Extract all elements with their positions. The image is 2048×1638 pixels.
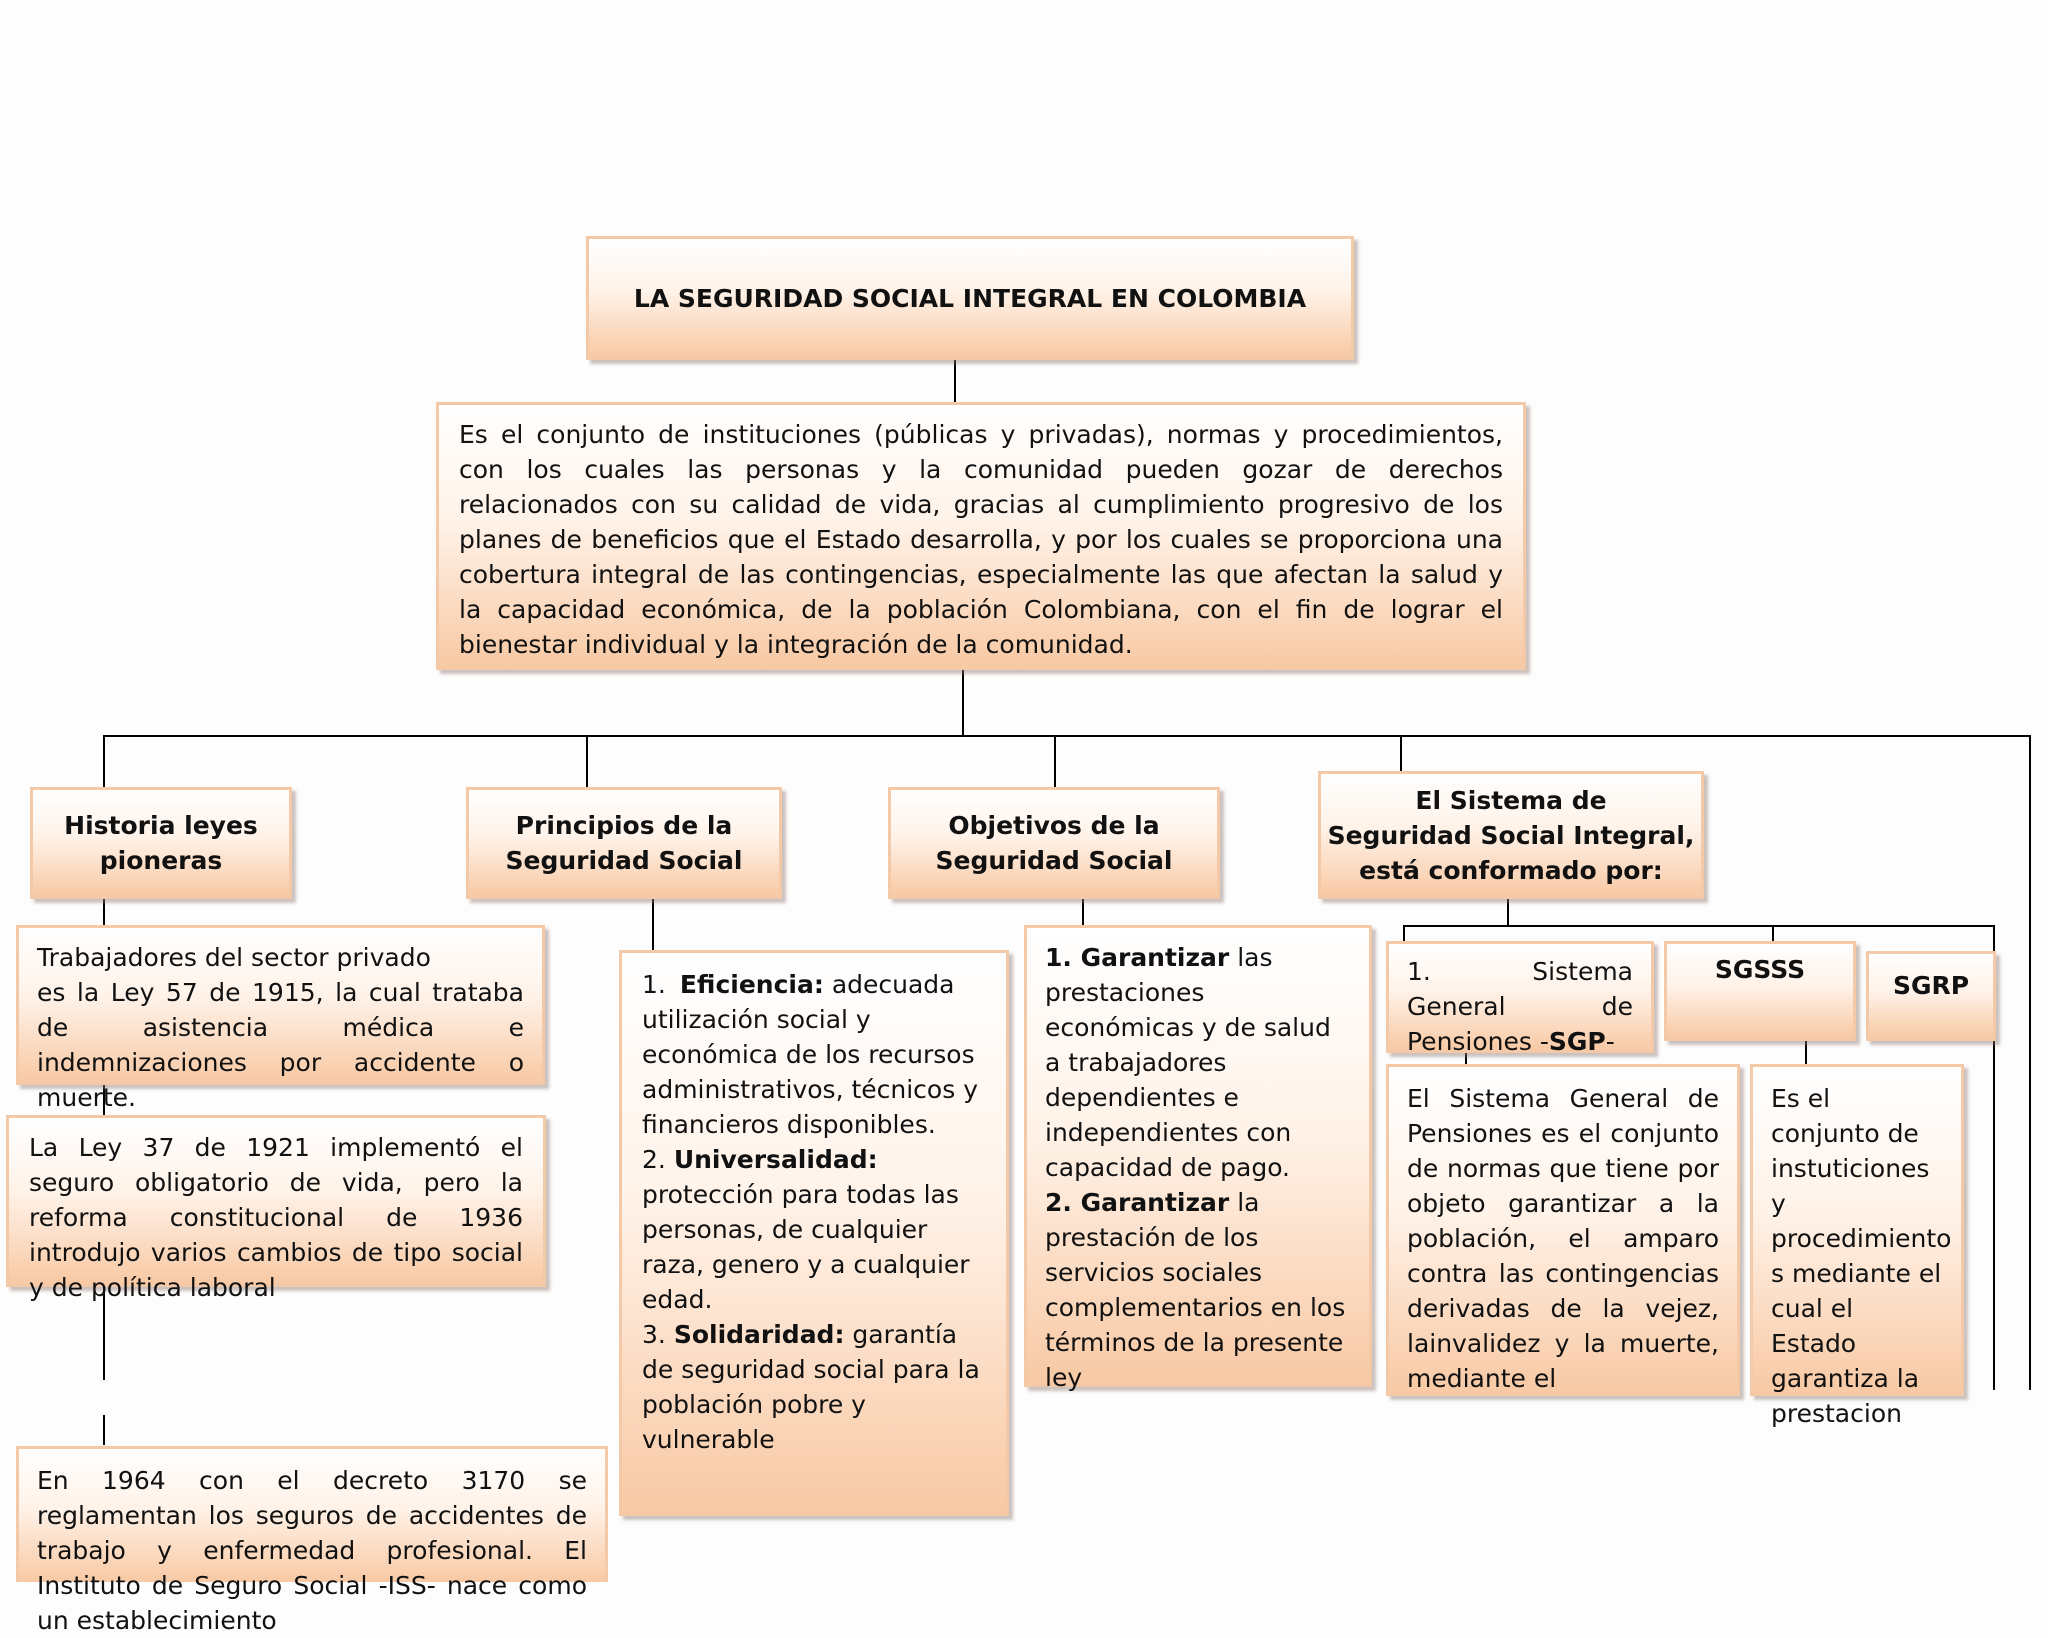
- sistema-title-line1: El Sistema de: [1415, 785, 1607, 815]
- sgrp-box: [1866, 951, 1996, 1041]
- objetivo-item-1-text: las prestaciones económicas y de salud a trabajadores dependientes e independientes con capacidad de pago.: [1045, 943, 1331, 1182]
- connector-historia-box1: [103, 895, 105, 925]
- connector-sistema-branch: [1403, 925, 1993, 927]
- principios-title-box: [466, 787, 782, 899]
- principio-item-1-text: adecuada utilización social y económica de los recursos administrativos, técnicos y financieros disponibles.: [642, 970, 978, 1139]
- connector-historia-box4: [103, 1415, 105, 1445]
- objetivo-item-2-term: 2. Garantizar: [1045, 1188, 1230, 1217]
- historia-box-1964-text: En 1964 con el decreto 3170 se reglamentan los seguros de accidentes de trabajo y enfermedad profesional. El Instituto de Seguro Social -ISS- nace como un establecimiento: [37, 1466, 587, 1635]
- principio-item-1-num: 1.: [642, 970, 666, 999]
- definition-text: Es el conjunto de instituciones (públicas y privadas), normas y procedimientos, con los cuales las personas y la comunidad pueden gozar de derechos relacionados con su calidad de vida, gracias al cumplimiento progresivo de los planes de beneficios que el Estado desarrolla, y por los cuales se proporciona una cobertura integral de las contingencias, especialmente las que afectan la salud y la capacidad económica, de la población Colombiana, con el fin de lograr el bienestar individual y la integración de la comunidad.: [459, 420, 1503, 659]
- connector-main-branch: [103, 735, 2031, 737]
- sgp-label-prefix: 1. Sistema General de Pensiones -: [1407, 957, 1633, 1056]
- historia-box-1964: [16, 1446, 608, 1635]
- connector-sgsss: [1772, 925, 1774, 941]
- historia-box-1915-text: es la Ley 57 de 1915, la cual trataba de asistencia médica e indemnizaciones por accidente o muerte.: [37, 978, 524, 1112]
- principio-item-2-text: protección para todas las personas, de cualquier raza, genero y a cualquier edad.: [642, 1180, 970, 1314]
- sgsss-desc-text: Es el conjunto de instuticiones y procedimiento s mediante el cual el Estado garantiza la prestacion: [1771, 1084, 1952, 1428]
- main-title: LA SEGURIDAD SOCIAL INTEGRAL EN COLOMBIA: [633, 283, 1307, 313]
- sgsss-label: SGSSS: [1714, 955, 1806, 984]
- principio-item-3-num: 3.: [642, 1320, 666, 1349]
- sgsss-desc-box: [1750, 1064, 1964, 1428]
- objetivo-item-1: [1045, 940, 1351, 1185]
- connector-definition-branch: [962, 668, 964, 736]
- connector-title-definition: [954, 354, 956, 402]
- historia-box-1915: [16, 925, 545, 1112]
- sgp-label-bold: SGP: [1548, 1027, 1606, 1056]
- sgp-desc-text: El Sistema General de Pensiones es el conjunto de normas que tiene por objeto garantizar a la población, el amparo contra las contingencias derivadas de la vejez, lainvalidez y la muerte, mediante el: [1407, 1084, 1719, 1393]
- sgp-box: [1386, 941, 1654, 1056]
- objetivos-title-line1: Objetivos de la: [948, 811, 1160, 840]
- sistema-title-box: [1318, 771, 1704, 899]
- connector-objetivos: [1054, 735, 1056, 787]
- historia-title-line2: pioneras: [99, 846, 223, 875]
- sgp-label-suffix: -: [1605, 1027, 1615, 1056]
- objetivos-title-line2: Seguridad Social: [935, 846, 1173, 875]
- principio-item-2: [642, 1142, 986, 1317]
- connector-sistema: [1400, 735, 1402, 771]
- principio-item-1-term: Eficiencia:: [679, 970, 824, 999]
- objetivo-item-2-text: la prestación de los servicios sociales complementarios en los términos de la presente ley: [1045, 1188, 1346, 1392]
- principios-title-line2: Seguridad Social: [505, 846, 743, 875]
- connector-historia: [103, 735, 105, 787]
- historia-title-box: [30, 787, 292, 899]
- principios-title-line1: Principios de la: [515, 811, 733, 840]
- connector-sistema-sub: [1507, 895, 1509, 925]
- objetivo-item-2: [1045, 1185, 1351, 1395]
- connector-sgp: [1403, 925, 1405, 941]
- definition-box: [436, 402, 1526, 670]
- principio-item-2-num: 2.: [642, 1145, 666, 1174]
- connector-right-edge: [2029, 735, 2031, 1390]
- principio-item-2-term: Universalidad:: [673, 1145, 878, 1174]
- connector-principios-list: [652, 895, 654, 950]
- sgrp-label: SGRP: [1892, 971, 1970, 1000]
- sgp-desc-box: [1386, 1064, 1740, 1396]
- sgsss-box: [1664, 941, 1856, 1041]
- connector-objetivos-list: [1082, 895, 1084, 925]
- objetivo-item-1-term: 1. Garantizar: [1045, 943, 1230, 972]
- objetivos-title-box: [888, 787, 1220, 899]
- sistema-title-line3: está conformado por:: [1359, 855, 1663, 885]
- historia-box-1915-line1: Trabajadores del sector privado: [37, 943, 431, 972]
- principio-item-3-text: garantía de seguridad social para la población pobre y vulnerable: [642, 1320, 980, 1454]
- objetivos-list-box: [1024, 925, 1372, 1392]
- principio-item-1: [642, 967, 986, 1142]
- sistema-title-line2: Seguridad Social Integral,: [1327, 820, 1695, 850]
- principio-item-3: [642, 1317, 986, 1457]
- historia-box-1921-text: La Ley 37 de 1921 implementó el seguro obligatorio de vida, pero la reforma constitucional de 1936 introdujo varios cambios de tipo social y de política laboral: [29, 1133, 523, 1302]
- principio-item-3-term: Solidaridad:: [673, 1320, 845, 1349]
- connector-principios: [586, 735, 588, 787]
- principios-list-box: [619, 950, 1009, 1516]
- historia-box-1921: [6, 1115, 546, 1302]
- connector-sgsss-desc: [1805, 1040, 1807, 1064]
- historia-title-line1: Historia leyes: [64, 811, 258, 840]
- main-title-box: [586, 236, 1354, 360]
